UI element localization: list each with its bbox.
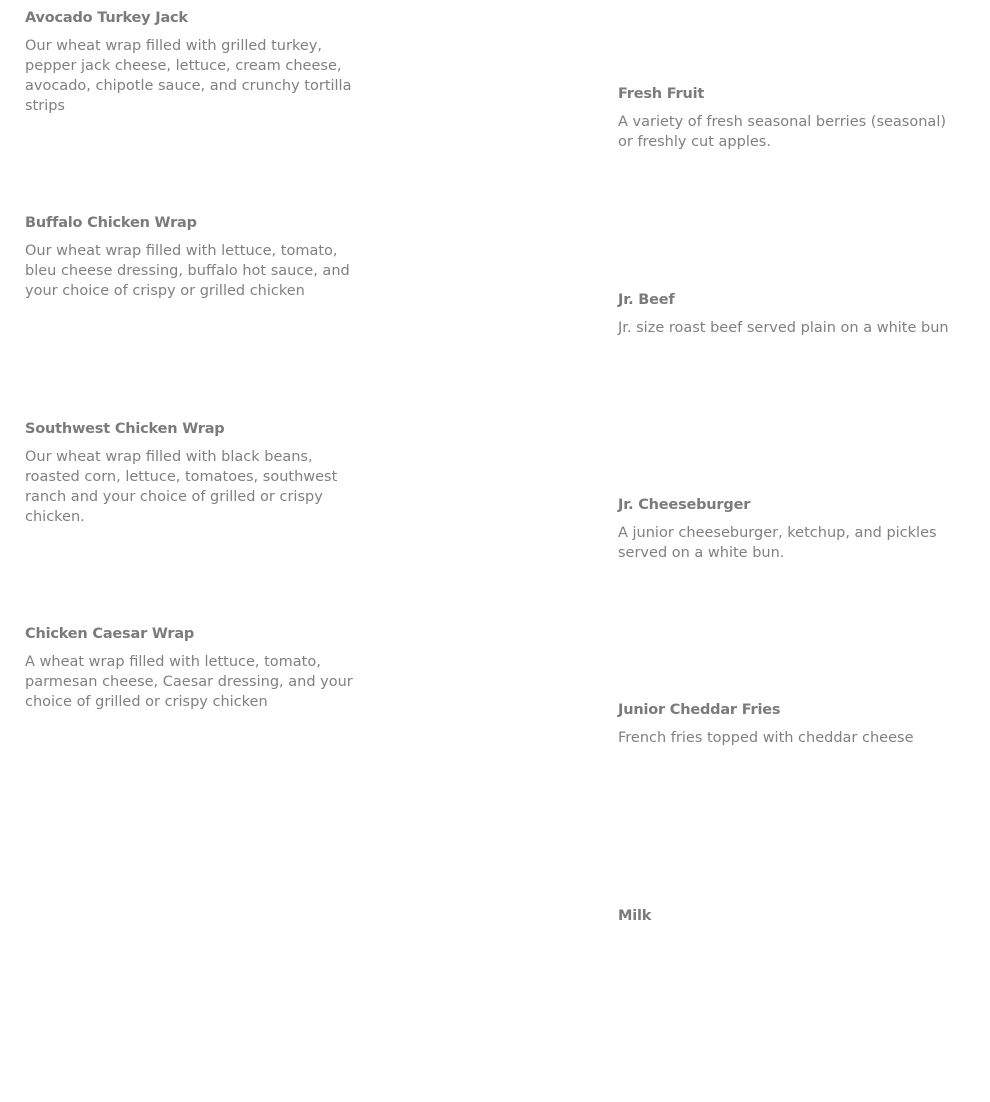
menu-item-description: Our wheat wrap filled with black beans, roasted corn, lettuce, tomatoes, southwest ranch and your choice of grilled or crispy chicken. <box>25 449 338 525</box>
menu-item-buffalo-chicken-wrap <box>25 213 370 301</box>
menu-item-milk <box>618 906 963 926</box>
menu-item-name: Jr. Cheeseburger <box>618 497 751 513</box>
menu-item-jr-cheeseburger <box>618 495 963 563</box>
menu-item-jr-beef <box>618 290 963 338</box>
menu-item-description: A wheat wrap filled with lettuce, tomato, parmesan cheese, Caesar dressing, and your choice of grilled or crispy chicken <box>25 654 353 710</box>
menu-item-name: Jr. Beef <box>618 292 675 308</box>
menu-item-fresh-fruit <box>618 84 963 152</box>
menu-item-name: Fresh Fruit <box>618 86 705 102</box>
menu-item-description: Our wheat wrap filled with lettuce, tomato, bleu cheese dressing, buffalo hot sauce, and your choice of crispy or grilled chicken <box>25 243 350 299</box>
menu-item-junior-cheddar-fries <box>618 700 963 748</box>
menu-item-description: Our wheat wrap filled with grilled turkey, pepper jack cheese, lettuce, cream cheese, avocado, chipotle sauce, and crunchy tortilla strips <box>25 38 352 114</box>
menu-item-description: Jr. size roast beef served plain on a white bun <box>618 320 949 336</box>
menu-item-southwest-chicken-wrap <box>25 419 370 527</box>
menu-item-name: Southwest Chicken Wrap <box>25 421 225 437</box>
menu-item-chicken-caesar-wrap <box>25 624 370 712</box>
menu-item-description: French fries topped with cheddar cheese <box>618 730 914 746</box>
menu-item-name: Junior Cheddar Fries <box>618 702 781 718</box>
menu-item-name: Buffalo Chicken Wrap <box>25 215 197 231</box>
menu-item-description: A junior cheeseburger, ketchup, and pickles served on a white bun. <box>618 525 937 561</box>
menu-item-name: Chicken Caesar Wrap <box>25 626 195 642</box>
menu-item-name: Milk <box>618 908 652 924</box>
menu-item-name: Avocado Turkey Jack <box>25 10 188 26</box>
menu-item-avocado-turkey-jack <box>25 8 370 116</box>
menu-item-description: A variety of fresh seasonal berries (seasonal) or freshly cut apples. <box>618 114 946 150</box>
